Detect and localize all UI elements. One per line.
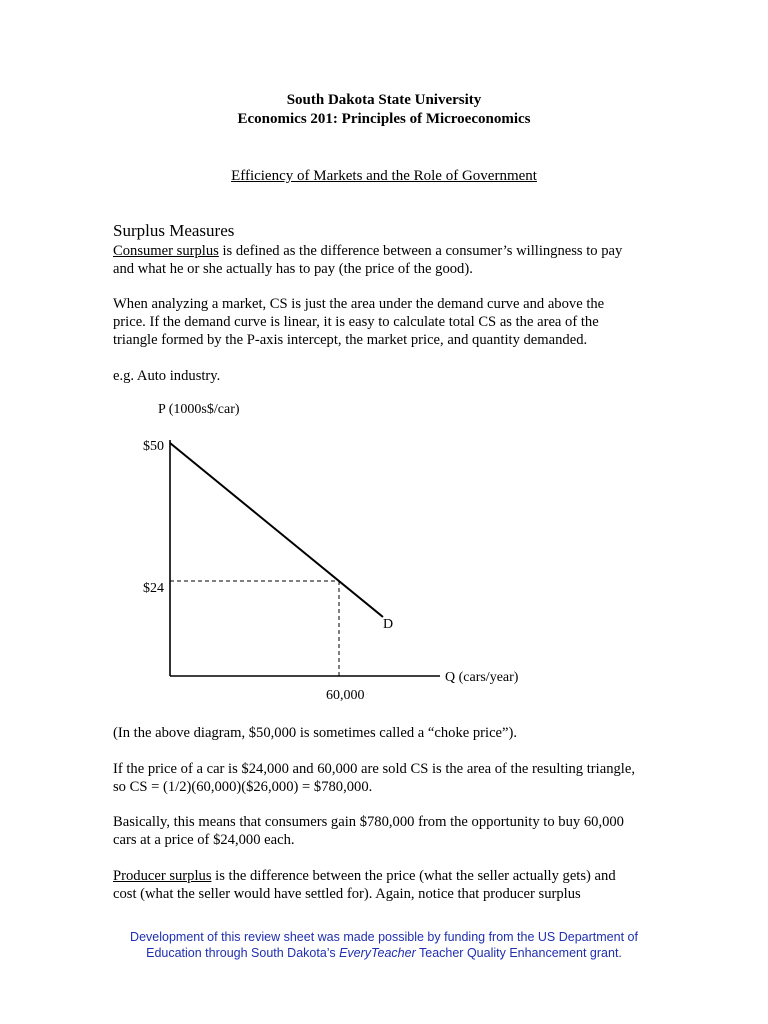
funding-footer (0, 929, 768, 961)
paragraph-cs-calculation (113, 760, 673, 796)
demand-curve-label: D (383, 617, 394, 632)
section-title: Surplus Measures (113, 221, 235, 240)
footer-line1: Development of this review sheet was made possible by funding from the US Department of (130, 930, 638, 944)
para4-line1: If the price of a car is $24,000 and 60,000 are sold CS is the area of the resulting triangle, (113, 761, 635, 777)
para4-line2: so CS = (1/2)(60,000)($26,000) = $780,000. (113, 779, 373, 795)
demand-curve (170, 443, 383, 617)
topic-title: Efficiency of Markets and the Role of Government (231, 168, 537, 184)
para6-line1-rest: is the difference between the price (what the seller actually gets) and (211, 868, 616, 884)
para5-line2: cars at a price of $24,000 each. (113, 832, 295, 848)
para2-line1: When analyzing a market, CS is just the area under the demand curve and above the (113, 296, 605, 312)
para1-line2: and what he or she actually has to pay (the price of the good). (113, 261, 473, 277)
university-title: South Dakota State University (286, 92, 482, 108)
course-title: Economics 201: Principles of Microeconomics (237, 111, 531, 127)
y-axis-label: P (1000s$/car) (158, 402, 240, 417)
choke-price-note: (In the above diagram, $50,000 is sometimes called a “choke price”). (113, 725, 518, 741)
footer-line2-post: Teacher Quality Enhancement grant. (415, 946, 622, 960)
para2-line2: price. If the demand curve is linear, it is easy to calculate total CS as the area of the (113, 314, 599, 330)
footer-line2-pre: Education through South Dakota’s (146, 946, 340, 960)
example-text: e.g. Auto industry. (113, 368, 221, 384)
everyteacher-name: EveryTeacher (339, 946, 416, 960)
x-axis-label: Q (cars/year) (445, 670, 519, 685)
producer-surplus-term: Producer surplus (113, 868, 212, 884)
x-tick-label-60000: 60,000 (326, 688, 365, 703)
para5-line1: Basically, this means that consumers gain $780,000 from the opportunity to buy 60,000 (113, 814, 624, 830)
footer-line2 (0, 945, 768, 961)
paragraph-producer-surplus (113, 867, 673, 903)
consumer-surplus-term: Consumer surplus (113, 243, 219, 259)
y-tick-label-24: $24 (143, 581, 164, 596)
para6-line2: cost (what the seller would have settled for). Again, notice that producer surplus (113, 886, 581, 902)
para2-line3: triangle formed by the P-axis intercept, the market price, and quantity demanded. (113, 332, 588, 348)
para1-line1-rest: is defined as the difference between a consumer’s willingness to pay (218, 243, 623, 259)
y-tick-label-50: $50 (143, 439, 164, 454)
paragraph-cs-meaning (113, 813, 673, 849)
para6-line1 (113, 867, 673, 885)
